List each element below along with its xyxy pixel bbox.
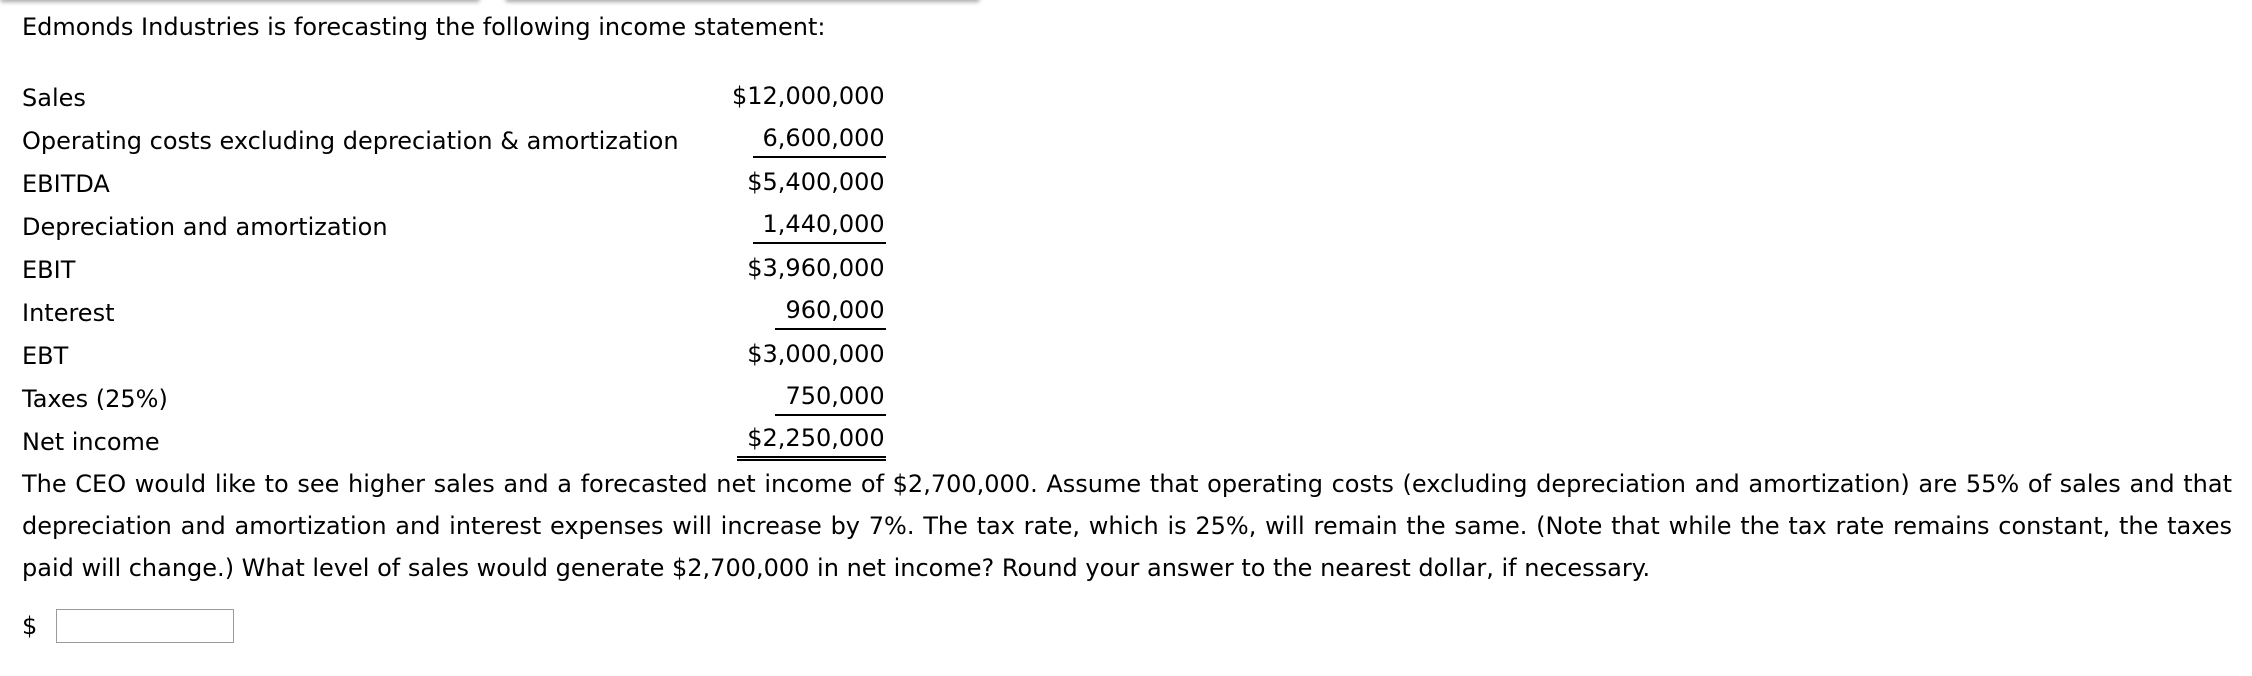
statement-amount-cell bbox=[722, 119, 886, 162]
answer-row bbox=[22, 609, 2232, 643]
sales-answer-input[interactable] bbox=[56, 609, 234, 643]
statement-row bbox=[22, 205, 886, 248]
statement-label: Operating costs excluding depreciation & amortization bbox=[22, 126, 679, 155]
statement-row bbox=[22, 291, 886, 334]
income-statement-table bbox=[22, 76, 886, 463]
statement-row bbox=[22, 248, 886, 291]
statement-amount-cell bbox=[722, 377, 886, 420]
statement-amount: 750,000 bbox=[775, 381, 885, 416]
statement-amount-cell bbox=[722, 420, 886, 463]
statement-row bbox=[22, 420, 886, 463]
statement-amount: 1,440,000 bbox=[753, 209, 886, 244]
statement-label: Depreciation and amortization bbox=[22, 212, 388, 241]
statement-label: EBT bbox=[22, 341, 69, 370]
currency-symbol: $ bbox=[22, 612, 38, 640]
problem-container bbox=[22, 0, 2232, 643]
statement-amount: 960,000 bbox=[775, 295, 885, 330]
intro-text: Edmonds Industries is forecasting the following income statement: bbox=[22, 13, 826, 41]
statement-amount-cell bbox=[722, 76, 886, 119]
statement-amount: $12,000,000 bbox=[732, 82, 885, 110]
statement-amount-cell bbox=[722, 205, 886, 248]
statement-row bbox=[22, 76, 886, 119]
statement-row bbox=[22, 334, 886, 377]
statement-amount: $5,400,000 bbox=[747, 168, 885, 196]
statement-label: EBITDA bbox=[22, 169, 110, 198]
statement-label: Taxes (25%) bbox=[22, 384, 168, 413]
statement-label: Sales bbox=[22, 83, 86, 112]
statement-amount-cell bbox=[722, 291, 886, 334]
statement-label: EBIT bbox=[22, 255, 76, 284]
statement-amount: $3,000,000 bbox=[747, 340, 885, 368]
statement-amount-cell bbox=[722, 248, 886, 291]
statement-amount: 6,600,000 bbox=[753, 123, 886, 158]
statement-amount: $2,250,000 bbox=[737, 423, 885, 461]
statement-amount-cell bbox=[722, 334, 886, 377]
statement-amount: $3,960,000 bbox=[747, 254, 885, 282]
statement-row bbox=[22, 377, 886, 420]
statement-label: Interest bbox=[22, 298, 115, 327]
statement-row bbox=[22, 162, 886, 205]
question-text: The CEO would like to see higher sales and a forecasted net income of $2,700,000. Assume that operating costs (excluding depreciation and amortization) are 55% of sales and that depreciation and amortization and interest expenses will increase by 7%. The tax rate, which is 25%, will remain the same. (Note that while the tax rate remains constant, the taxes paid will change.) What level of sales would generate $2,700,000 in net income? Round your answer to the nearest dollar, if necessary. bbox=[22, 470, 2232, 582]
statement-row bbox=[22, 119, 886, 162]
statement-label: Net income bbox=[22, 427, 160, 456]
statement-amount-cell bbox=[722, 162, 886, 205]
